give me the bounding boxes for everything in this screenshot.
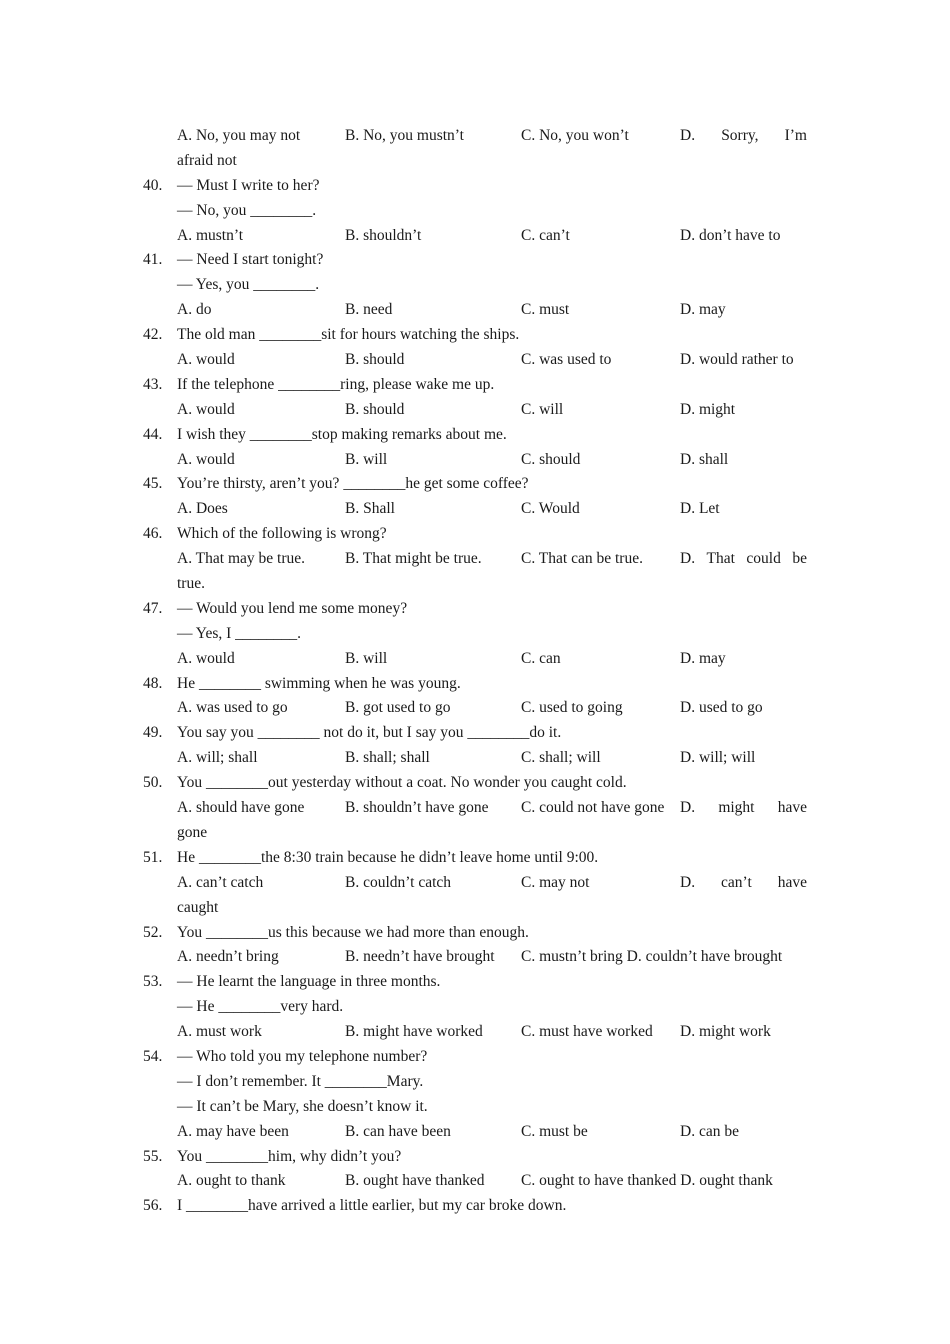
option-d: D. might have	[680, 799, 807, 817]
question-number: 49.	[143, 724, 163, 742]
question-stem: You say you ________ not do it, but I say you ________do it.	[177, 724, 562, 742]
options-row-45	[0, 497, 950, 522]
option-b: B. might have worked	[345, 1023, 483, 1041]
question-stem: — He ________very hard.	[177, 998, 344, 1016]
option-c: C. should	[521, 450, 581, 468]
question-52	[0, 921, 950, 946]
option-a: A. can’t catch	[177, 873, 264, 891]
question-stem: You’re thirsty, aren’t you? ________he get some coffee?	[177, 475, 529, 493]
question-stem: I wish they ________stop making remarks about me.	[177, 425, 507, 443]
question-number: 42.	[143, 326, 163, 344]
option-d: D. may	[680, 649, 726, 667]
question-number: 50.	[143, 774, 163, 792]
option-b: B. will	[345, 649, 388, 667]
question-42	[0, 323, 950, 348]
question-stem: Which of the following is wrong?	[177, 525, 387, 543]
option-d: D. used to go	[680, 699, 763, 717]
question-number: 47.	[143, 599, 163, 617]
options-row-40	[0, 224, 950, 249]
question-stem: You ________out yesterday without a coat. No wonder you caught cold.	[177, 774, 627, 792]
options-row-q39	[0, 124, 950, 149]
options-row-48	[0, 696, 950, 721]
options-row-54	[0, 1120, 950, 1145]
option-c: C. can’t	[521, 226, 570, 244]
option-d: D. will; will	[680, 749, 756, 767]
option-b: B. ought have thanked	[345, 1172, 485, 1190]
option-a: A. would	[177, 400, 235, 418]
option-d: D. might	[680, 400, 736, 418]
question-51	[0, 846, 950, 871]
option-a: A. mustn’t	[177, 226, 244, 244]
option-b: B. will	[345, 450, 388, 468]
option-c: C. can	[521, 649, 561, 667]
option-c: C. That can be true.	[521, 550, 643, 568]
option-b: B. need	[345, 301, 393, 319]
option-b: B. should	[345, 400, 405, 418]
options-row-46	[0, 547, 950, 572]
question-53-line-2	[0, 995, 950, 1020]
option-c: C. must have worked	[521, 1023, 653, 1041]
question-stem: — Who told you my telephone number?	[177, 1047, 428, 1065]
question-54	[0, 1045, 950, 1070]
option-b: B. should	[345, 351, 405, 369]
option-a: A. ought to thank	[177, 1172, 286, 1190]
option-b: B. can have been	[345, 1122, 451, 1140]
option-c: C. will	[521, 400, 564, 418]
option-c: C. must be	[521, 1122, 588, 1140]
question-stem: You ________us this because we had more than enough.	[177, 923, 529, 941]
question-54-line-3	[0, 1095, 950, 1120]
option-b: B. couldn’t catch	[345, 873, 452, 891]
option-c: C. shall; will	[521, 749, 601, 767]
question-47-line-2	[0, 622, 950, 647]
question-list	[0, 124, 950, 1219]
question-40-line-2	[0, 199, 950, 224]
question-stem: — I don’t remember. It ________Mary.	[177, 1072, 424, 1090]
option-c: C. may not	[521, 873, 590, 891]
question-stem: — He learnt the language in three months.	[177, 973, 441, 991]
question-44	[0, 423, 950, 448]
question-stem: He ________ swimming when he was young.	[177, 674, 461, 692]
question-number: 52.	[143, 923, 163, 941]
option-d: D. Sorry, I’m	[680, 127, 807, 144]
option-d: D. may	[680, 301, 726, 319]
question-40	[0, 174, 950, 199]
question-stem: He ________the 8:30 train because he didn’t leave home until 9:00.	[177, 848, 599, 866]
options-row-52	[0, 945, 950, 970]
option-a: A. must work	[177, 1023, 262, 1041]
question-stem: — Need I start tonight?	[177, 251, 324, 269]
question-stem: If the telephone ________ring, please wake me up.	[177, 375, 495, 393]
option-b: B. Shall	[345, 500, 395, 518]
option-b: B. shouldn’t	[345, 226, 422, 244]
question-number: 40.	[143, 176, 163, 194]
question-stem: — Must I write to her?	[177, 176, 320, 194]
option-a: A. would	[177, 649, 235, 667]
option-a: A. needn’t bring	[177, 948, 279, 966]
option-c-and-d: C. mustn’t bring D. couldn’t have brought	[521, 948, 783, 966]
question-43	[0, 373, 950, 398]
question-stem: I ________have arrived a little earlier, but my car broke down.	[177, 1197, 567, 1215]
options-row-43	[0, 398, 950, 423]
options-row-49	[0, 746, 950, 771]
option-c: C. Would	[521, 500, 580, 518]
option-d: D. Let	[680, 500, 720, 518]
option-a: A. would	[177, 450, 235, 468]
option-a: A. was used to go	[177, 699, 288, 717]
question-stem: — It can’t be Mary, she doesn’t know it.	[177, 1097, 428, 1115]
option-d: D. can’t have	[680, 873, 807, 891]
question-stem: The old man ________sit for hours watching the ships.	[177, 326, 520, 344]
option-a: A. would	[177, 351, 235, 369]
option-a: A. That may be true.	[177, 550, 305, 568]
option-c: C. used to going	[521, 699, 623, 717]
question-stem: — Yes, you ________.	[177, 276, 320, 294]
option-d: D. would rather to	[680, 351, 794, 369]
option-c: C. No, you won’t	[521, 127, 629, 144]
option-a: A. will; shall	[177, 749, 258, 767]
option-c-and-d: C. ought to have thanked D. ought thank	[521, 1172, 773, 1190]
option-d-wrap-46: true.	[177, 575, 205, 593]
question-41-line-2	[0, 273, 950, 298]
question-number: 41.	[143, 251, 163, 269]
question-55	[0, 1145, 950, 1170]
options-row-53	[0, 1020, 950, 1045]
option-b: B. needn’t have brought	[345, 948, 495, 966]
option-a: A. should have gone	[177, 799, 305, 817]
option-d: D. can be	[680, 1122, 739, 1140]
question-number: 48.	[143, 674, 163, 692]
option-a: A. No, you may not	[177, 127, 301, 144]
option-b: B. shouldn’t have gone	[345, 799, 489, 817]
question-50	[0, 771, 950, 796]
question-49	[0, 721, 950, 746]
question-number: 51.	[143, 848, 163, 866]
question-number: 44.	[143, 425, 163, 443]
option-b: B. shall; shall	[345, 749, 430, 767]
question-number: 45.	[143, 475, 163, 493]
option-a: A. may have been	[177, 1122, 289, 1140]
options-row-42	[0, 348, 950, 373]
question-54-line-2	[0, 1070, 950, 1095]
question-48	[0, 672, 950, 697]
option-c: C. must	[521, 301, 570, 319]
option-b: B. That might be true.	[345, 550, 482, 568]
question-41	[0, 248, 950, 273]
question-53	[0, 970, 950, 995]
option-b: B. got used to go	[345, 699, 451, 717]
question-number: 54.	[143, 1047, 163, 1065]
question-45	[0, 472, 950, 497]
option-b: B. No, you mustn’t	[345, 127, 464, 144]
option-d: D. don’t have to	[680, 226, 781, 244]
option-d-wrap-50: gone	[177, 823, 208, 841]
option-d: D. might work	[680, 1023, 771, 1041]
question-stem: — Yes, I ________.	[177, 624, 302, 642]
option-a: A. Does	[177, 500, 228, 518]
question-stem: — No, you ________.	[177, 201, 317, 219]
options-row-55	[0, 1169, 950, 1194]
options-row-51	[0, 871, 950, 896]
option-a: A. do	[177, 301, 212, 319]
option-d-wrap-q39: afraid not	[177, 151, 237, 169]
options-row-41	[0, 298, 950, 323]
options-row-44	[0, 448, 950, 473]
option-c: C. was used to	[521, 351, 612, 369]
question-47	[0, 597, 950, 622]
question-number: 46.	[143, 525, 163, 543]
question-number: 53.	[143, 973, 163, 991]
options-row-50	[0, 796, 950, 821]
question-number: 55.	[143, 1147, 163, 1165]
options-row-47	[0, 647, 950, 672]
option-d-wrap-51: caught	[177, 898, 219, 916]
question-stem: You ________him, why didn’t you?	[177, 1147, 402, 1165]
question-56	[0, 1194, 950, 1219]
question-46	[0, 522, 950, 547]
question-number: 56.	[143, 1197, 163, 1215]
option-d: D. shall	[680, 450, 729, 468]
option-c: C. could not have gone	[521, 799, 665, 817]
option-d: D. That could be	[680, 550, 807, 568]
question-number: 43.	[143, 375, 163, 393]
question-stem: — Would you lend me some money?	[177, 599, 408, 617]
